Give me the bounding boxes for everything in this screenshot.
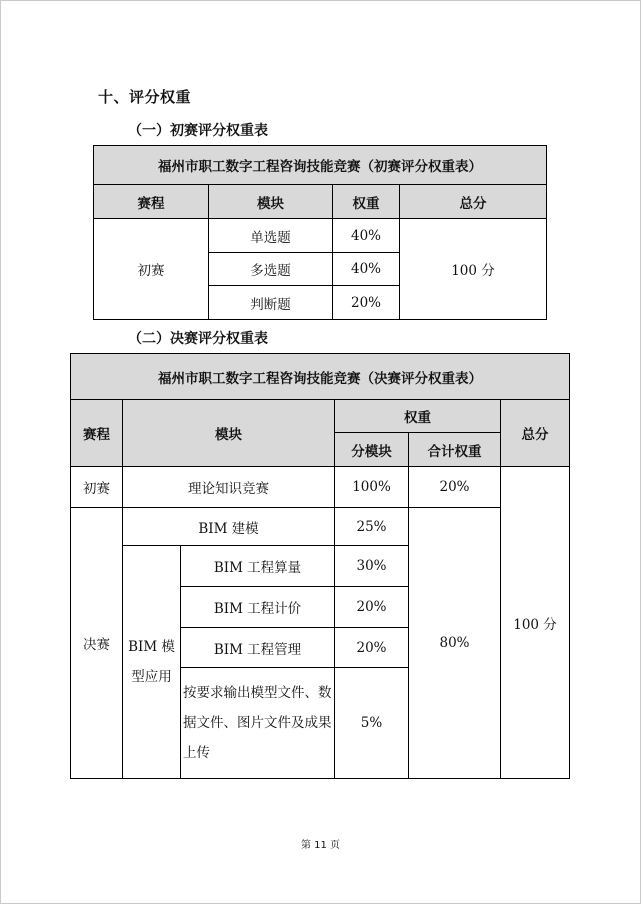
table1-header-module: 模块 <box>209 185 333 219</box>
prelim-weight-table <box>93 145 547 320</box>
table1-weight: 40% <box>333 253 400 286</box>
table2-header-stage: 赛程 <box>71 400 123 467</box>
final-stage: 决赛 <box>71 508 123 779</box>
table1-header-total: 总分 <box>400 185 547 219</box>
table1-module: 多选题 <box>209 253 333 286</box>
table1-total: 100 分 <box>400 219 547 320</box>
bim-app-sub-weight: 20% <box>335 587 409 628</box>
prelim-total-weight: 20% <box>409 467 501 508</box>
table1-weight: 40% <box>333 219 400 253</box>
table2-header-total-weight: 合计权重 <box>409 433 501 467</box>
bim-app-module: BIM 工程管理 <box>181 628 335 668</box>
bim-app-module: BIM 工程算量 <box>181 546 335 587</box>
bim-modeling-module: BIM 建模 <box>123 508 335 546</box>
prelim-stage: 初赛 <box>71 467 123 508</box>
table1-title: 福州市职工数字工程咨询技能竞赛（初赛评分权重表） <box>94 146 547 185</box>
final-total-weight: 80% <box>409 508 501 779</box>
table1-weight: 20% <box>333 286 400 320</box>
bim-app-module: 按要求输出模型文件、数据文件、图片文件及成果上传 <box>181 668 335 779</box>
prelim-module: 理论知识竞赛 <box>123 467 335 508</box>
table1-header-stage: 赛程 <box>94 185 209 219</box>
bim-app-sub-weight: 5% <box>335 668 409 779</box>
prelim-sub-weight: 100% <box>335 467 409 508</box>
page-number: 第 11 页 <box>300 840 341 851</box>
table1-header-weight: 权重 <box>333 185 400 219</box>
table2-title: 福州市职工数字工程咨询技能竞赛（决赛评分权重表） <box>71 354 570 400</box>
final-table-total: 100 分 <box>501 467 570 779</box>
bim-app-module: BIM 工程计价 <box>181 587 335 628</box>
table2-header-sub-weight: 分模块 <box>335 433 409 467</box>
final-weight-table <box>70 353 570 779</box>
table2-heading: （二）决赛评分权重表 <box>128 331 268 347</box>
bim-app-sub-weight: 20% <box>335 628 409 668</box>
table1-module: 判断题 <box>209 286 333 320</box>
section-title: 十、评分权重 <box>98 88 192 106</box>
table1-heading: （一）初赛评分权重表 <box>128 123 268 139</box>
table1-module: 单选题 <box>209 219 333 253</box>
table2-header-total: 总分 <box>501 400 570 467</box>
bim-app-sub-weight: 30% <box>335 546 409 587</box>
table2-header-module: 模块 <box>123 400 335 467</box>
bim-modeling-sub-weight: 25% <box>335 508 409 546</box>
table1-stage: 初赛 <box>94 219 209 320</box>
bim-app-group: BIM 模型应用 <box>123 546 181 779</box>
table2-header-weight: 权重 <box>335 400 501 433</box>
